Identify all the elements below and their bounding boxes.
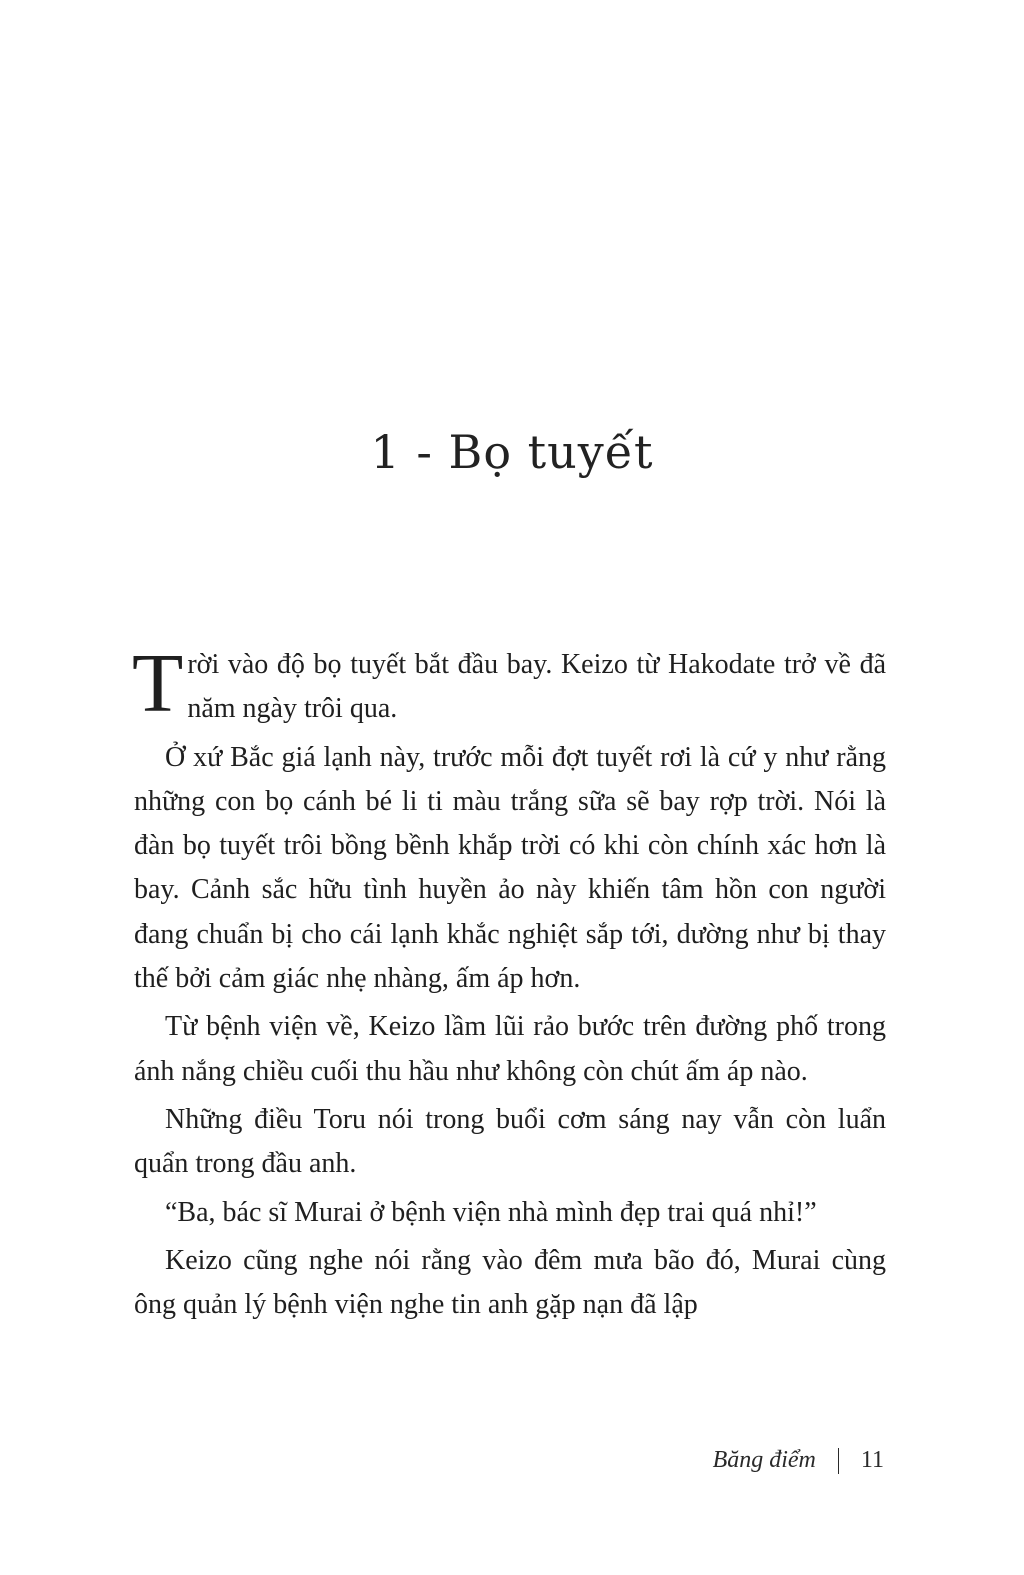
paragraph-4: Những điều Toru nói trong buổi cơm sáng nay vẫn còn luẩn quẩn trong đầu anh. bbox=[134, 1103, 886, 1180]
paragraph-6: Keizo cũng nghe nói rằng vào đêm mưa bão đó, Murai cùng ông quản lý bệnh viện nghe tin anh gặp nạn đã lập bbox=[134, 1244, 886, 1321]
paragraph-1 bbox=[132, 637, 886, 732]
footer-divider bbox=[838, 1448, 839, 1474]
paragraph-5: “Ba, bác sĩ Murai ở bệnh viện nhà mình đẹp trai quá nhỉ!” bbox=[165, 1196, 817, 1228]
page-footer bbox=[713, 1447, 884, 1474]
running-book-title: Băng điểm bbox=[712, 1447, 816, 1473]
paragraph-2: Ở xứ Bắc giá lạnh này, trước mỗi đợt tuyết rơi là cứ y như rằng những con bọ cánh bé li ti màu trắng sữa sẽ bay rợp trời. Nói là đàn bọ tuyết trôi bồng bềnh khắp trời có khi còn chính xác hơn là bay. Cảnh sắc hữu tình huyền ảo này khiến tâm hồn con người đang chuẩn bị cho cái lạnh khắc nghiệt sắp tới, dường như bị thay thế bởi cảm giác nhẹ nhàng, ấm áp hơn. bbox=[134, 741, 886, 995]
paragraph-3: Từ bệnh viện về, Keizo lầm lũi rảo bước trên đường phố trong ánh nắng chiều cuối thu hầu như không còn chút ấm áp nào. bbox=[134, 1011, 886, 1087]
paragraph-1-text: rời vào độ bọ tuyết bắt đầu bay. Keizo từ Hakodate trở về đã năm ngày trôi qua. bbox=[187, 649, 886, 725]
drop-cap: T bbox=[132, 637, 184, 730]
chapter-body bbox=[132, 637, 886, 1331]
page-number: 11 bbox=[860, 1447, 884, 1473]
chapter-title: 1 - Bọ tuyết bbox=[370, 425, 654, 479]
